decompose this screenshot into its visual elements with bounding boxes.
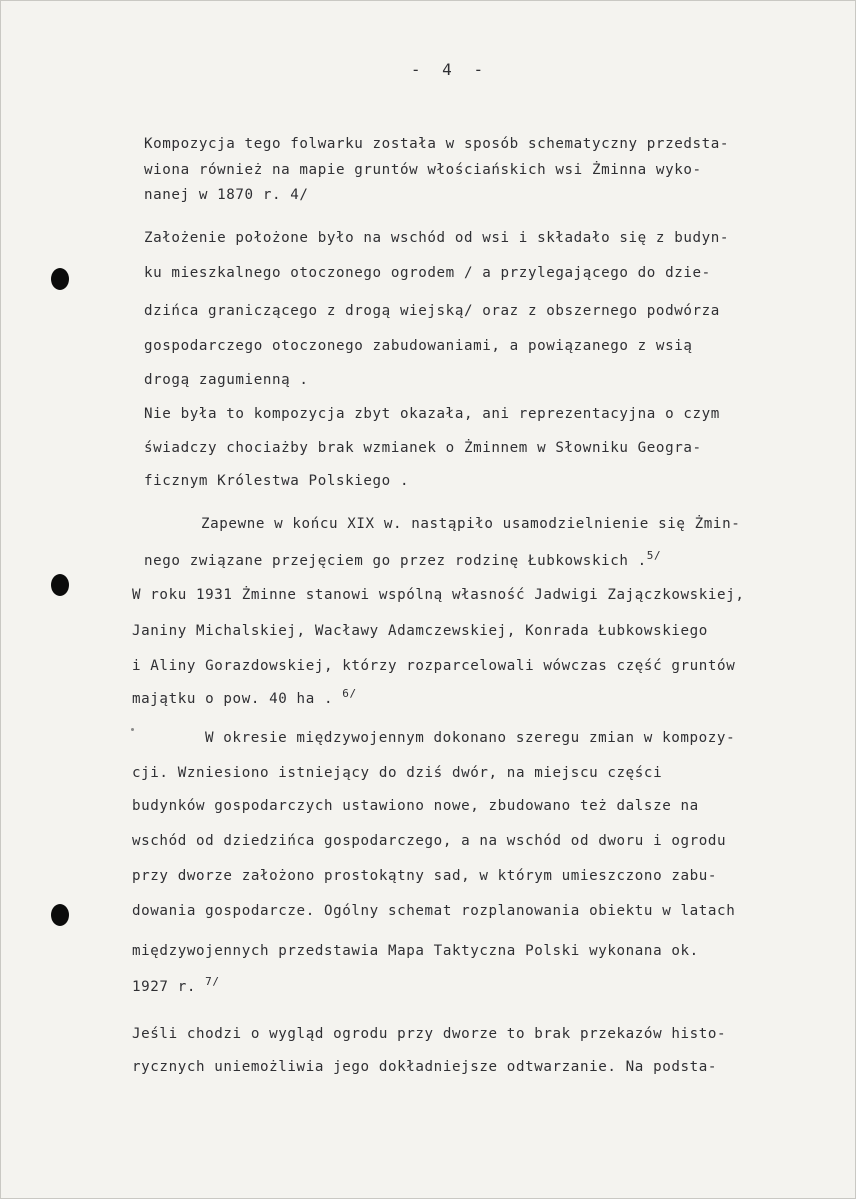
text-line: budynków gospodarczych ustawiono nowe, zbudowano też dalsze na [132, 798, 699, 814]
punch-hole [51, 268, 69, 290]
text-line: przy dworze założono prostokątny sad, w którym umieszczono zabu- [132, 868, 718, 884]
text-line: wschód od dziedzińca gospodarczego, a na wschód od dworu i ogrodu [132, 833, 727, 849]
text-line: nanej w 1870 r. 4/ [144, 187, 309, 203]
text-line: Jeśli chodzi o wygląd ogrodu przy dworze to brak przekazów histo- [132, 1026, 727, 1042]
text-line: Nie była to kompozycja zbyt okazała, ani reprezentacyjna o czym [144, 406, 720, 422]
text-line: W roku 1931 Żminne stanowi wspólną własność Jadwigi Zajączkowskiej, [132, 587, 745, 603]
text-line: drogą zagumienną . [144, 372, 309, 388]
punch-hole [51, 904, 69, 926]
text-line: świadczy chociażby brak wzmianek o Żminnem w Słowniku Geogra- [144, 440, 702, 456]
footnote-ref: 6/ [342, 687, 357, 700]
text-line: Założenie położone było na wschód od wsi i składało się z budyn- [144, 230, 730, 246]
text-line: Kompozycja tego folwarku została w sposób schematyczny przedsta- [144, 136, 730, 152]
text-line: dzińca graniczącego z drogą wiejską/ oraz z obszernego podwórza [144, 303, 720, 319]
text-line: W okresie międzywojennym dokonano szeregu zmian w kompozy- [205, 730, 736, 746]
text-line-body: 1927 r. [132, 979, 196, 995]
text-line: rycznych uniemożliwia jego dokładniejsze odtwarzanie. Na podsta- [132, 1059, 718, 1075]
text-line-body: nego związane przejęciem go przez rodzinę Łubkowskich . [144, 553, 647, 569]
text-line: cji. Wzniesiono istniejący do dziś dwór, na miejscu części [132, 765, 663, 781]
text-line: Janiny Michalskiej, Wacławy Adamczewskiej, Konrada Łubkowskiego [132, 623, 708, 639]
footnote-ref: 7/ [205, 975, 220, 988]
punch-hole [51, 574, 69, 596]
text-line: wiona również na mapie gruntów włościańskich wsi Żminna wyko- [144, 162, 702, 178]
text-line: dowania gospodarcze. Ogólny schemat rozplanowania obiektu w latach [132, 903, 736, 919]
text-line: Zapewne w końcu XIX w. nastąpiło usamodzielnienie się Żmin- [201, 516, 741, 532]
text-line: międzywojennych przedstawia Mapa Taktyczna Polski wykonana ok. [132, 943, 699, 959]
text-line [132, 687, 357, 707]
text-line [144, 549, 662, 569]
text-line-body: majątku o pow. 40 ha . [132, 691, 334, 707]
footnote-ref: 5/ [646, 549, 662, 562]
text-line: gospodarczego otoczonego zabudowaniami, a powiązanego z wsią [144, 338, 693, 354]
text-line [132, 975, 220, 995]
text-line: ficznym Królestwa Polskiego . [144, 473, 410, 489]
text-line: ku mieszkalnego otoczonego ogrodem / a przylegającego do dzie- [144, 265, 711, 281]
speck [131, 728, 134, 731]
page-number: - 4 - [410, 60, 490, 79]
text-line: i Aliny Gorazdowskiej, którzy rozparcelowali wówczas część gruntów [132, 658, 736, 674]
